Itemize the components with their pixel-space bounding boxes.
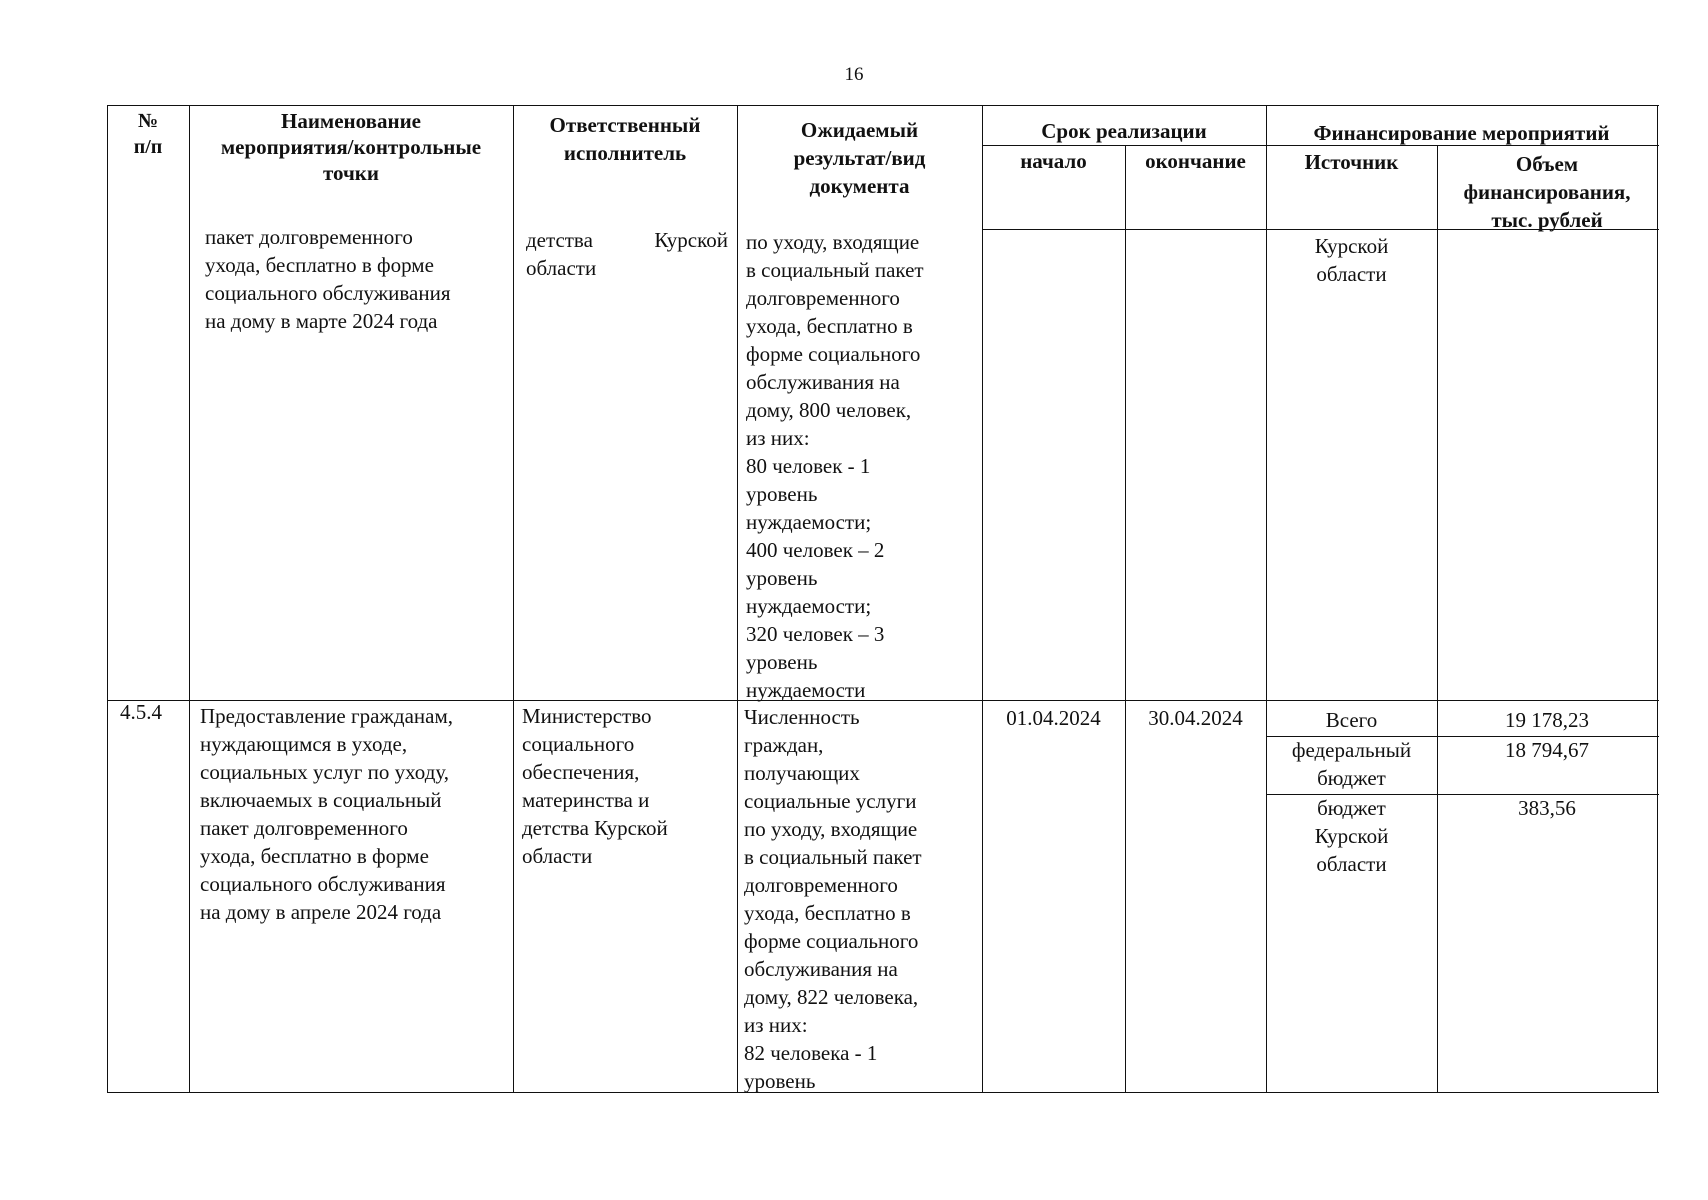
col-border-right [1657, 105, 1658, 1093]
row1-source: Курской области [1314, 234, 1389, 286]
row2-num: 4.5.4 [120, 700, 162, 724]
header-name: Наименование мероприятия/контрольные точки [220, 109, 482, 185]
header-source: Источник [1304, 150, 1399, 174]
header-amount: Объем финансирования, тыс. рублей [1463, 152, 1631, 232]
col-border-3 [737, 105, 738, 1093]
row2-funding-source-federal: федеральный бюджет [1291, 738, 1412, 790]
row2-funding-amount-federal: 18 794,67 [1505, 738, 1589, 762]
header-responsible: Ответственный исполнитель [549, 113, 701, 165]
header-funding: Финансирование мероприятий [1313, 121, 1610, 145]
row2-name: Предоставление гражданам, нуждающимся в уходе, социальных услуг по уходу, включаемых в социальный пакет долговременного ухода, бесплатно в форме социального обслуживания на дому в апреле 2024 года [200, 704, 454, 924]
row2-start: 01.04.2024 [1006, 706, 1101, 730]
row2-funding-amount-regional: 383,56 [1518, 796, 1576, 820]
col-border-4 [982, 105, 983, 1093]
row1-result: по уходу, входящие в социальный пакет долговременного ухода, бесплатно в форме социального обслуживания на дому, 800 человек, из них: 80 человек - 1 уровень нуждаемости; 400 человек – 2 уровень нуждаемости; 320 человек – 3 уровень нуждаемости [746, 230, 924, 702]
row2-funding-source-regional: бюджет Курской области [1314, 796, 1389, 876]
page-number: 16 [844, 64, 864, 85]
header-num: № п/п [133, 110, 163, 158]
row2-funding-source-total: Всего [1325, 708, 1378, 732]
col-border-2 [513, 105, 514, 1093]
row2-result: Численность граждан, получающих социальные услуги по уходу, входящие в социальный пакет долговременного ухода, бесплатно в форме социального обслуживания на дому, 822 человека, из них: 82 человека - 1 уровень [744, 705, 922, 1093]
row1-name: пакет долговременного ухода, бесплатно в форме социального обслуживания на дому в марте 2024 года [205, 225, 451, 333]
row2-responsible: Министерство социального обеспечения, материнства и детства Курской области [522, 704, 668, 868]
col-border-left [107, 105, 108, 1093]
col-border-7 [1437, 145, 1438, 1093]
row2-funding-amount-total: 19 178,23 [1505, 708, 1589, 732]
header-result: Ожидаемый результат/вид документа [793, 118, 926, 198]
table-top-border [107, 105, 1659, 106]
col-border-1 [189, 105, 190, 1093]
header-period: Срок реализации [1041, 119, 1207, 143]
col-border-6 [1266, 105, 1267, 1093]
row2-end: 30.04.2024 [1148, 706, 1243, 730]
col-border-5 [1125, 145, 1126, 1093]
row1-responsible: детства Курской области [526, 228, 728, 280]
header-start: начало [1020, 149, 1087, 173]
header-end: окончание [1145, 149, 1246, 173]
